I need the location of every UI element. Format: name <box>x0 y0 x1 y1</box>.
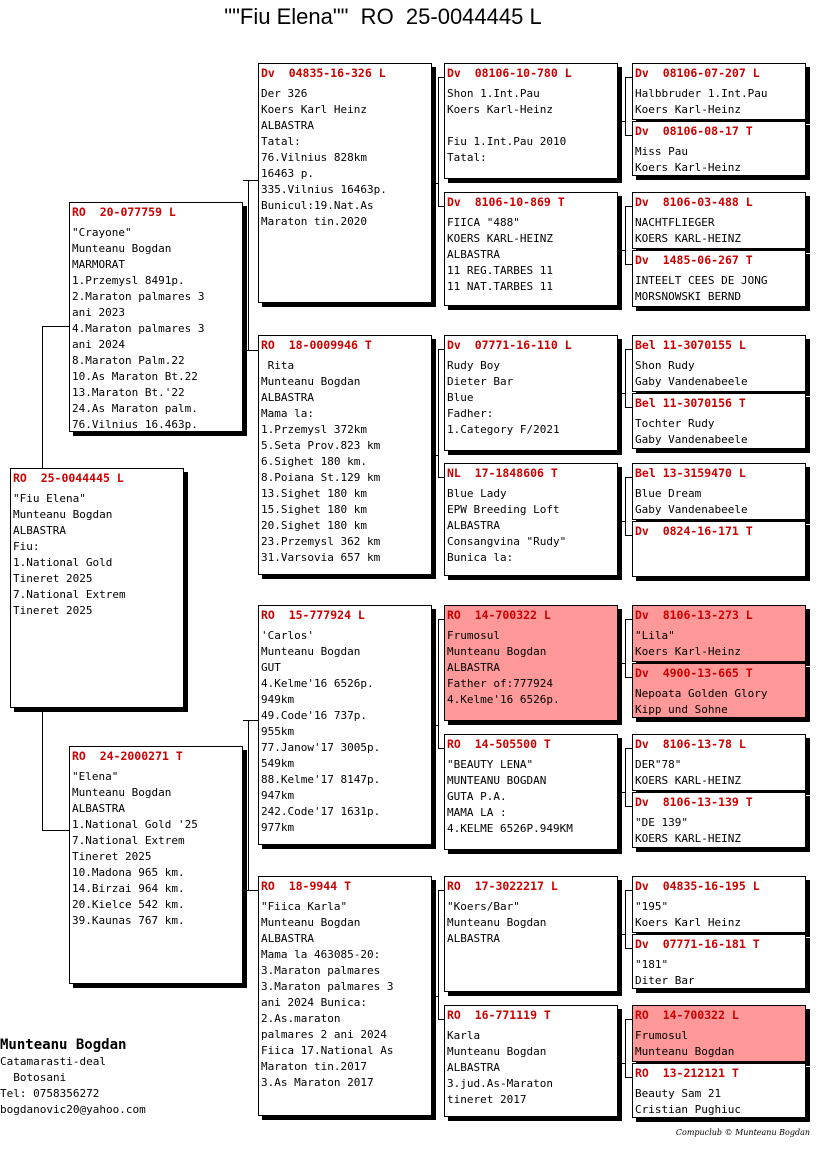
pedigree-connector <box>625 619 626 677</box>
card-line: 4.Kelme'16 6526p. <box>261 677 374 690</box>
card-line: Gaby Vandenabeele <box>635 433 748 446</box>
pedigree-connector <box>625 77 632 78</box>
card-line: 1.National Gold <box>13 556 113 569</box>
pedigree-connector <box>625 477 632 478</box>
ring-number: RO 14-700322 L <box>635 1008 739 1022</box>
card-line: ALBASTRA <box>261 119 314 132</box>
pedigree-connector <box>248 180 249 350</box>
card-line: Gaby Vandenabeele <box>635 375 748 388</box>
pigeon-card-dss[interactable] <box>444 605 618 721</box>
owner-phone: Tel: 0758356272 <box>0 1087 100 1100</box>
card-line: Mama la: <box>261 407 314 420</box>
pigeon-card-g7b[interactable] <box>632 934 806 989</box>
card-line: Blue <box>447 391 474 404</box>
card-line: 4.Kelme'16 6526p. <box>447 693 560 706</box>
card-line: 13.Sighet 180 km <box>261 487 367 500</box>
card-line: Consangvina "Rudy" <box>447 535 567 548</box>
card-line: ALBASTRA <box>447 932 500 945</box>
pedigree-connector <box>619 521 625 522</box>
pigeon-card-g2b[interactable] <box>632 250 806 307</box>
owner-name: Munteanu Bogdan <box>0 1037 127 1053</box>
card-line: Blue Dream <box>635 487 702 500</box>
card-line: Blue Lady <box>447 487 507 500</box>
pigeon-card-sd[interactable] <box>258 335 432 575</box>
card-line: 16463 p. <box>261 167 314 180</box>
card-line: Rita <box>261 359 295 372</box>
pedigree-connector <box>625 619 632 620</box>
pedigree-connector <box>438 477 444 478</box>
card-line: ALBASTRA <box>447 1061 500 1074</box>
card-line: 5.Seta Prov.823 km <box>261 439 381 452</box>
card-line: 335.Vilnius 16463p. <box>261 183 387 196</box>
ring-number: RO 14-700322 L <box>447 608 551 622</box>
card-line: 20.Sighet 180 km <box>261 519 367 532</box>
card-line: palmares 2 ani 2024 <box>261 1028 387 1041</box>
card-line: Munteanu Bogdan <box>447 645 547 658</box>
card-line: MUNTEANU BOGDAN <box>447 774 547 787</box>
card-line: Koers Karl-Heinz <box>635 103 741 116</box>
card-line: KOERS KARL-HEINZ <box>447 232 553 245</box>
pigeon-card-g8a[interactable] <box>632 1005 806 1062</box>
pigeon-card-ss[interactable] <box>258 63 432 303</box>
card-line: 23.Przemysl 362 km <box>261 535 381 548</box>
card-line: Fiica 17.National As <box>261 1044 394 1057</box>
pedigree-connector <box>438 77 444 78</box>
card-line: Koers Karl Heinz <box>635 916 741 929</box>
card-line: Munteanu Bogdan <box>261 916 361 929</box>
card-line: "Fiica Karla" <box>261 900 348 913</box>
pedigree-connector <box>432 725 438 726</box>
pigeon-card-g6b[interactable] <box>632 792 806 848</box>
ring-number: RO 17-3022217 L <box>447 879 558 893</box>
pedigree-connector <box>619 393 625 394</box>
pigeon-card-dsd[interactable] <box>444 734 618 850</box>
pedigree-connector <box>619 663 625 664</box>
card-line: "Koers/Bar" <box>447 900 520 913</box>
pedigree-connector <box>625 890 632 891</box>
pedigree-connector <box>625 206 626 264</box>
pedigree-connector <box>625 77 626 135</box>
pedigree-connector <box>625 677 632 678</box>
owner-address-line: Catamarasti-deal <box>0 1055 106 1068</box>
card-line: Halbbruder 1.Int.Pau <box>635 87 768 100</box>
card-line: ani 2023 <box>72 306 125 319</box>
pedigree-connector <box>619 250 625 251</box>
card-line: Miss Pau <box>635 145 688 158</box>
pedigree-connector <box>619 121 625 122</box>
ring-number: RO 13-212121 T <box>635 1066 739 1080</box>
pedigree-connector <box>432 183 438 184</box>
card-line: Munteanu Bogdan <box>261 375 361 388</box>
card-line: Tatal: <box>447 151 487 164</box>
card-line: ALBASTRA <box>261 932 314 945</box>
card-line: Munteanu Bogdan <box>72 786 172 799</box>
pedigree-connector <box>438 619 444 620</box>
card-line: 977km <box>261 821 295 834</box>
pedigree-connector <box>243 350 258 351</box>
page-title: ""Fiu Elena"" RO 25-0044445 L <box>224 4 542 29</box>
pedigree-connector <box>438 619 439 748</box>
card-line: Tatal: <box>261 135 301 148</box>
card-line: FIICA "488" <box>447 216 520 229</box>
pigeon-card-g8b[interactable] <box>632 1063 806 1118</box>
card-line: Beauty Sam 21 <box>635 1087 722 1100</box>
card-line: INTEELT CEES DE JONG <box>635 274 768 287</box>
pedigree-connector <box>438 349 444 350</box>
pedigree-connector <box>243 180 258 181</box>
pigeon-card-ssd[interactable] <box>444 192 618 306</box>
card-line: Der 326 <box>261 87 308 100</box>
card-line: "DE 139" <box>635 816 688 829</box>
pedigree-connector <box>438 77 439 206</box>
ring-number: RO 15-777924 L <box>261 608 365 622</box>
ring-number: Dv 08106-10-780 L <box>447 66 572 80</box>
card-line: Nepoata Golden Glory <box>635 687 768 700</box>
card-line: 88.Kelme'17 8147p. <box>261 773 381 786</box>
ring-number: Dv 07771-16-181 T <box>635 937 760 951</box>
card-line: 6.Sighet 180 km. <box>261 455 367 468</box>
pigeon-card-g3b[interactable] <box>632 393 806 449</box>
pedigree-connector <box>438 206 444 207</box>
pigeon-card-ds[interactable] <box>258 605 432 845</box>
card-line: 15.Sighet 180 km <box>261 503 367 516</box>
ring-number: Dv 8106-03-488 L <box>635 195 753 209</box>
pedigree-connector <box>243 720 258 721</box>
pigeon-card-g1b[interactable] <box>632 121 806 176</box>
card-line: Fadher: <box>447 407 494 420</box>
pigeon-card-g4b[interactable] <box>632 521 806 577</box>
ring-number: RO 24-2000271 T <box>72 749 183 763</box>
pigeon-card-g3a[interactable] <box>632 335 806 392</box>
card-line: "BEAUTY LENA" <box>447 758 534 771</box>
card-line: "195" <box>635 900 669 913</box>
card-line: Rudy Boy <box>447 359 500 372</box>
ring-number: Bel 11-3070156 T <box>635 396 746 410</box>
card-line: 77.Janow'17 3005p. <box>261 741 381 754</box>
card-line: ALBASTRA <box>447 519 500 532</box>
card-line: Cristian Pughiuc <box>635 1103 741 1116</box>
pedigree-connector <box>438 748 444 749</box>
card-line: 947km <box>261 789 295 802</box>
card-line: KOERS KARL-HEINZ <box>635 832 741 845</box>
card-line: 2.Maraton palmares 3 <box>72 290 205 303</box>
pedigree-connector <box>625 806 632 807</box>
card-line: Bunica la: <box>447 551 514 564</box>
pedigree-connector <box>42 712 43 830</box>
ring-number: Dv 08106-08-17 T <box>635 124 753 138</box>
pedigree-connector <box>625 407 632 408</box>
card-line: 31.Varsovia 657 km <box>261 551 381 564</box>
card-line: Munteanu Bogdan <box>447 916 547 929</box>
ring-number: RO 25-0044445 L <box>13 471 124 485</box>
card-line: 955km <box>261 725 295 738</box>
card-line: Karla <box>447 1029 481 1042</box>
ring-number: RO 18-9944 T <box>261 879 352 893</box>
pedigree-connector <box>42 326 43 468</box>
pigeon-card-sss[interactable] <box>444 63 618 179</box>
pedigree-connector <box>625 264 632 265</box>
pigeon-card-g5b[interactable] <box>632 663 806 718</box>
card-line: Shon Rudy <box>635 359 695 372</box>
card-line: 10.Madona 965 km. <box>72 866 185 879</box>
pedigree-connector <box>438 890 444 891</box>
pigeon-card-g4a[interactable] <box>632 463 806 520</box>
pigeon-card-g2a[interactable] <box>632 192 806 249</box>
pedigree-connector <box>42 830 69 831</box>
card-line: 8.Poiana St.129 km <box>261 471 381 484</box>
pedigree-connector <box>625 206 632 207</box>
card-line: 949km <box>261 693 295 706</box>
card-line: Frumosul <box>635 1029 688 1042</box>
card-line: Father of:777924 <box>447 677 553 690</box>
card-line: Bunicul:19.Nat.As <box>261 199 374 212</box>
ring-number: RO 14-505500 T <box>447 737 551 751</box>
ring-number: Dv 07771-16-110 L <box>447 338 572 352</box>
card-line: 1.National Gold '25 <box>72 818 198 831</box>
card-line: ALBASTRA <box>72 802 125 815</box>
card-line: KOERS KARL-HEINZ <box>635 774 741 787</box>
card-line: Gaby Vandenabeele <box>635 503 748 516</box>
ring-number: Dv 1485-06-267 T <box>635 253 753 267</box>
card-line: Tochter Rudy <box>635 417 715 430</box>
pedigree-connector <box>438 349 439 477</box>
pedigree-connector <box>432 996 438 997</box>
card-line: "Elena" <box>72 770 119 783</box>
card-line: 7.National Extrem <box>13 588 126 601</box>
pedigree-connector <box>619 934 625 935</box>
pedigree-connector <box>438 890 439 1019</box>
card-line: "Crayone" <box>72 226 132 239</box>
ring-number: Dv 04835-16-195 L <box>635 879 760 893</box>
card-line: ALBASTRA <box>13 524 66 537</box>
card-line: Munteanu Bogdan <box>635 1045 735 1058</box>
pedigree-connector <box>625 748 626 806</box>
card-line: Koers Karl-Heinz <box>447 103 553 116</box>
pedigree-connector <box>42 326 69 327</box>
card-line: Fiu 1.Int.Pau 2010 <box>447 135 567 148</box>
card-line: 49.Code'16 737p. <box>261 709 367 722</box>
card-line: Koers Karl Heinz <box>261 103 367 116</box>
card-line: 'Carlos' <box>261 629 314 642</box>
pedigree-connector <box>625 349 632 350</box>
pedigree-connector <box>625 1019 632 1020</box>
card-line: 3.As Maraton 2017 <box>261 1076 374 1089</box>
pigeon-card-sire[interactable] <box>69 202 243 432</box>
card-line: "Lila" <box>635 629 675 642</box>
card-line: MORSNOWSKI BERND <box>635 290 741 303</box>
ring-number: RO 16-771119 T <box>447 1008 551 1022</box>
card-line: NACHTFLIEGER <box>635 216 715 229</box>
card-line: 14.Birzai 964 km. <box>72 882 185 895</box>
card-line: 549km <box>261 757 295 770</box>
card-line: MARMORAT <box>72 258 125 271</box>
pedigree-connector <box>432 455 438 456</box>
card-line: KOERS KARL-HEINZ <box>635 232 741 245</box>
owner-address-line: Botosani <box>0 1071 67 1084</box>
card-line: Frumosul <box>447 629 500 642</box>
card-line: ani 2024 Bunica: <box>261 996 367 1009</box>
card-line: 20.Kielce 542 km. <box>72 898 185 911</box>
ring-number: Bel 13-3159470 L <box>635 466 746 480</box>
card-line: 24.As Maraton palm. <box>72 402 198 415</box>
card-line: 8.Maraton Palm.22 <box>72 354 185 367</box>
card-line: Munteanu Bogdan <box>13 508 113 521</box>
card-line: GUTA P.A. <box>447 790 507 803</box>
card-line: Munteanu Bogdan <box>261 645 361 658</box>
card-line: 4.Maraton palmares 3 <box>72 322 205 335</box>
card-line: Koers Karl-Heinz <box>635 645 741 658</box>
pedigree-connector <box>625 748 632 749</box>
pigeon-card-g5a[interactable] <box>632 605 806 662</box>
card-line: 4.KELME 6526P.949KM <box>447 822 573 835</box>
ring-number: Dv 4900-13-665 T <box>635 666 753 680</box>
card-line: ani 2024 <box>72 338 125 351</box>
card-line: 11 REG.TARBES 11 <box>447 264 553 277</box>
pedigree-connector <box>625 890 626 948</box>
card-line: Kipp und Sohne <box>635 703 728 716</box>
pedigree-connector <box>438 1019 444 1020</box>
card-line: Tineret 2025 <box>13 572 93 585</box>
card-line: Mama la 463085-20: <box>261 948 381 961</box>
card-line: Fiu: <box>13 540 40 553</box>
ring-number: Dv 8106-13-139 T <box>635 795 753 809</box>
card-line: 3.Maraton palmares 3 <box>261 980 394 993</box>
pigeon-card-dd[interactable] <box>258 876 432 1116</box>
ring-number: Dv 8106-13-78 L <box>635 737 746 751</box>
card-line: 76.Vilnius 828km <box>261 151 367 164</box>
card-line: 2.As.maraton <box>261 1012 341 1025</box>
pedigree-connector <box>625 135 632 136</box>
card-line: 7.National Extrem <box>72 834 185 847</box>
card-line: Diter Bar <box>635 974 695 987</box>
card-line: Dieter Bar <box>447 375 514 388</box>
pigeon-card-g7a[interactable] <box>632 876 806 933</box>
pedigree-connector <box>625 1019 626 1077</box>
card-line: ALBASTRA <box>447 661 500 674</box>
card-line: 3.Maraton palmares <box>261 964 381 977</box>
ring-number: RO 18-0009946 T <box>261 338 372 352</box>
card-line: 1.Category F/2021 <box>447 423 560 436</box>
card-line: MAMA LA : <box>447 806 507 819</box>
footer-credit: Compuclub © Munteanu Bogdan <box>675 1128 810 1137</box>
card-line: Koers Karl-Heinz <box>635 161 741 174</box>
card-line: Tineret 2025 <box>72 850 152 863</box>
pigeon-card-g6a[interactable] <box>632 734 806 791</box>
card-line: tineret 2017 <box>447 1093 527 1106</box>
card-line: 11 NAT.TARBES 11 <box>447 280 553 293</box>
card-line: 13.Maraton Bt.'22 <box>72 386 185 399</box>
pedigree-connector <box>625 948 632 949</box>
card-line: 242.Code'17 1631p. <box>261 805 381 818</box>
ring-number: Dv 8106-13-273 L <box>635 608 753 622</box>
pigeon-card-subject[interactable] <box>10 468 184 708</box>
pedigree-connector <box>625 535 632 536</box>
card-line: 3.jud.As-Maraton <box>447 1077 553 1090</box>
ring-number: Dv 08106-07-207 L <box>635 66 760 80</box>
card-line: ALBASTRA <box>447 248 500 261</box>
card-line: 76.Vilnius 16.463p. <box>72 418 198 431</box>
pigeon-card-sds[interactable] <box>444 335 618 451</box>
card-line: 1.Przemysl 372km <box>261 423 367 436</box>
ring-number: Dv 8106-10-869 T <box>447 195 565 209</box>
pedigree-connector <box>619 792 625 793</box>
card-line: Munteanu Bogdan <box>447 1045 547 1058</box>
card-line: EPW Breeding Loft <box>447 503 560 516</box>
card-line: "181" <box>635 958 669 971</box>
card-line: Tineret 2025 <box>13 604 93 617</box>
card-line: Shon 1.Int.Pau <box>447 87 540 100</box>
pedigree-connector <box>619 1063 625 1064</box>
pigeon-card-g1a[interactable] <box>632 63 806 120</box>
owner-email[interactable]: bogdanovic20@yahoo.com <box>0 1103 146 1116</box>
pedigree-connector <box>625 349 626 407</box>
ring-number: Dv 04835-16-326 L <box>261 66 386 80</box>
pigeon-card-sdd[interactable] <box>444 463 618 576</box>
card-line: Munteanu Bogdan <box>72 242 172 255</box>
ring-number: NL 17-1848606 T <box>447 466 558 480</box>
card-line: 1.Przemysl 8491p. <box>72 274 185 287</box>
card-line: ALBASTRA <box>261 391 314 404</box>
pedigree-connector <box>243 890 258 891</box>
card-line: "Fiu Elena" <box>13 492 86 505</box>
card-line: 39.Kaunas 767 km. <box>72 914 185 927</box>
card-line: DER"78" <box>635 758 682 771</box>
pedigree-connector <box>248 720 249 890</box>
ring-number: Bel 11-3070155 L <box>635 338 746 352</box>
pigeon-card-ddd[interactable] <box>444 1005 618 1117</box>
pedigree-connector <box>625 1077 632 1078</box>
pedigree-connector <box>625 477 626 535</box>
ring-number: Dv 0824-16-171 T <box>635 524 753 538</box>
card-line: 10.As Maraton Bt.22 <box>72 370 198 383</box>
pigeon-card-dds[interactable] <box>444 876 618 992</box>
pigeon-card-dam[interactable] <box>69 746 243 984</box>
owner-block <box>0 1036 146 1118</box>
card-line: Maraton tin.2017 <box>261 1060 367 1073</box>
card-line: Maraton tin.2020 <box>261 215 367 228</box>
card-line: GUT <box>261 661 281 674</box>
ring-number: RO 20-077759 L <box>72 205 176 219</box>
